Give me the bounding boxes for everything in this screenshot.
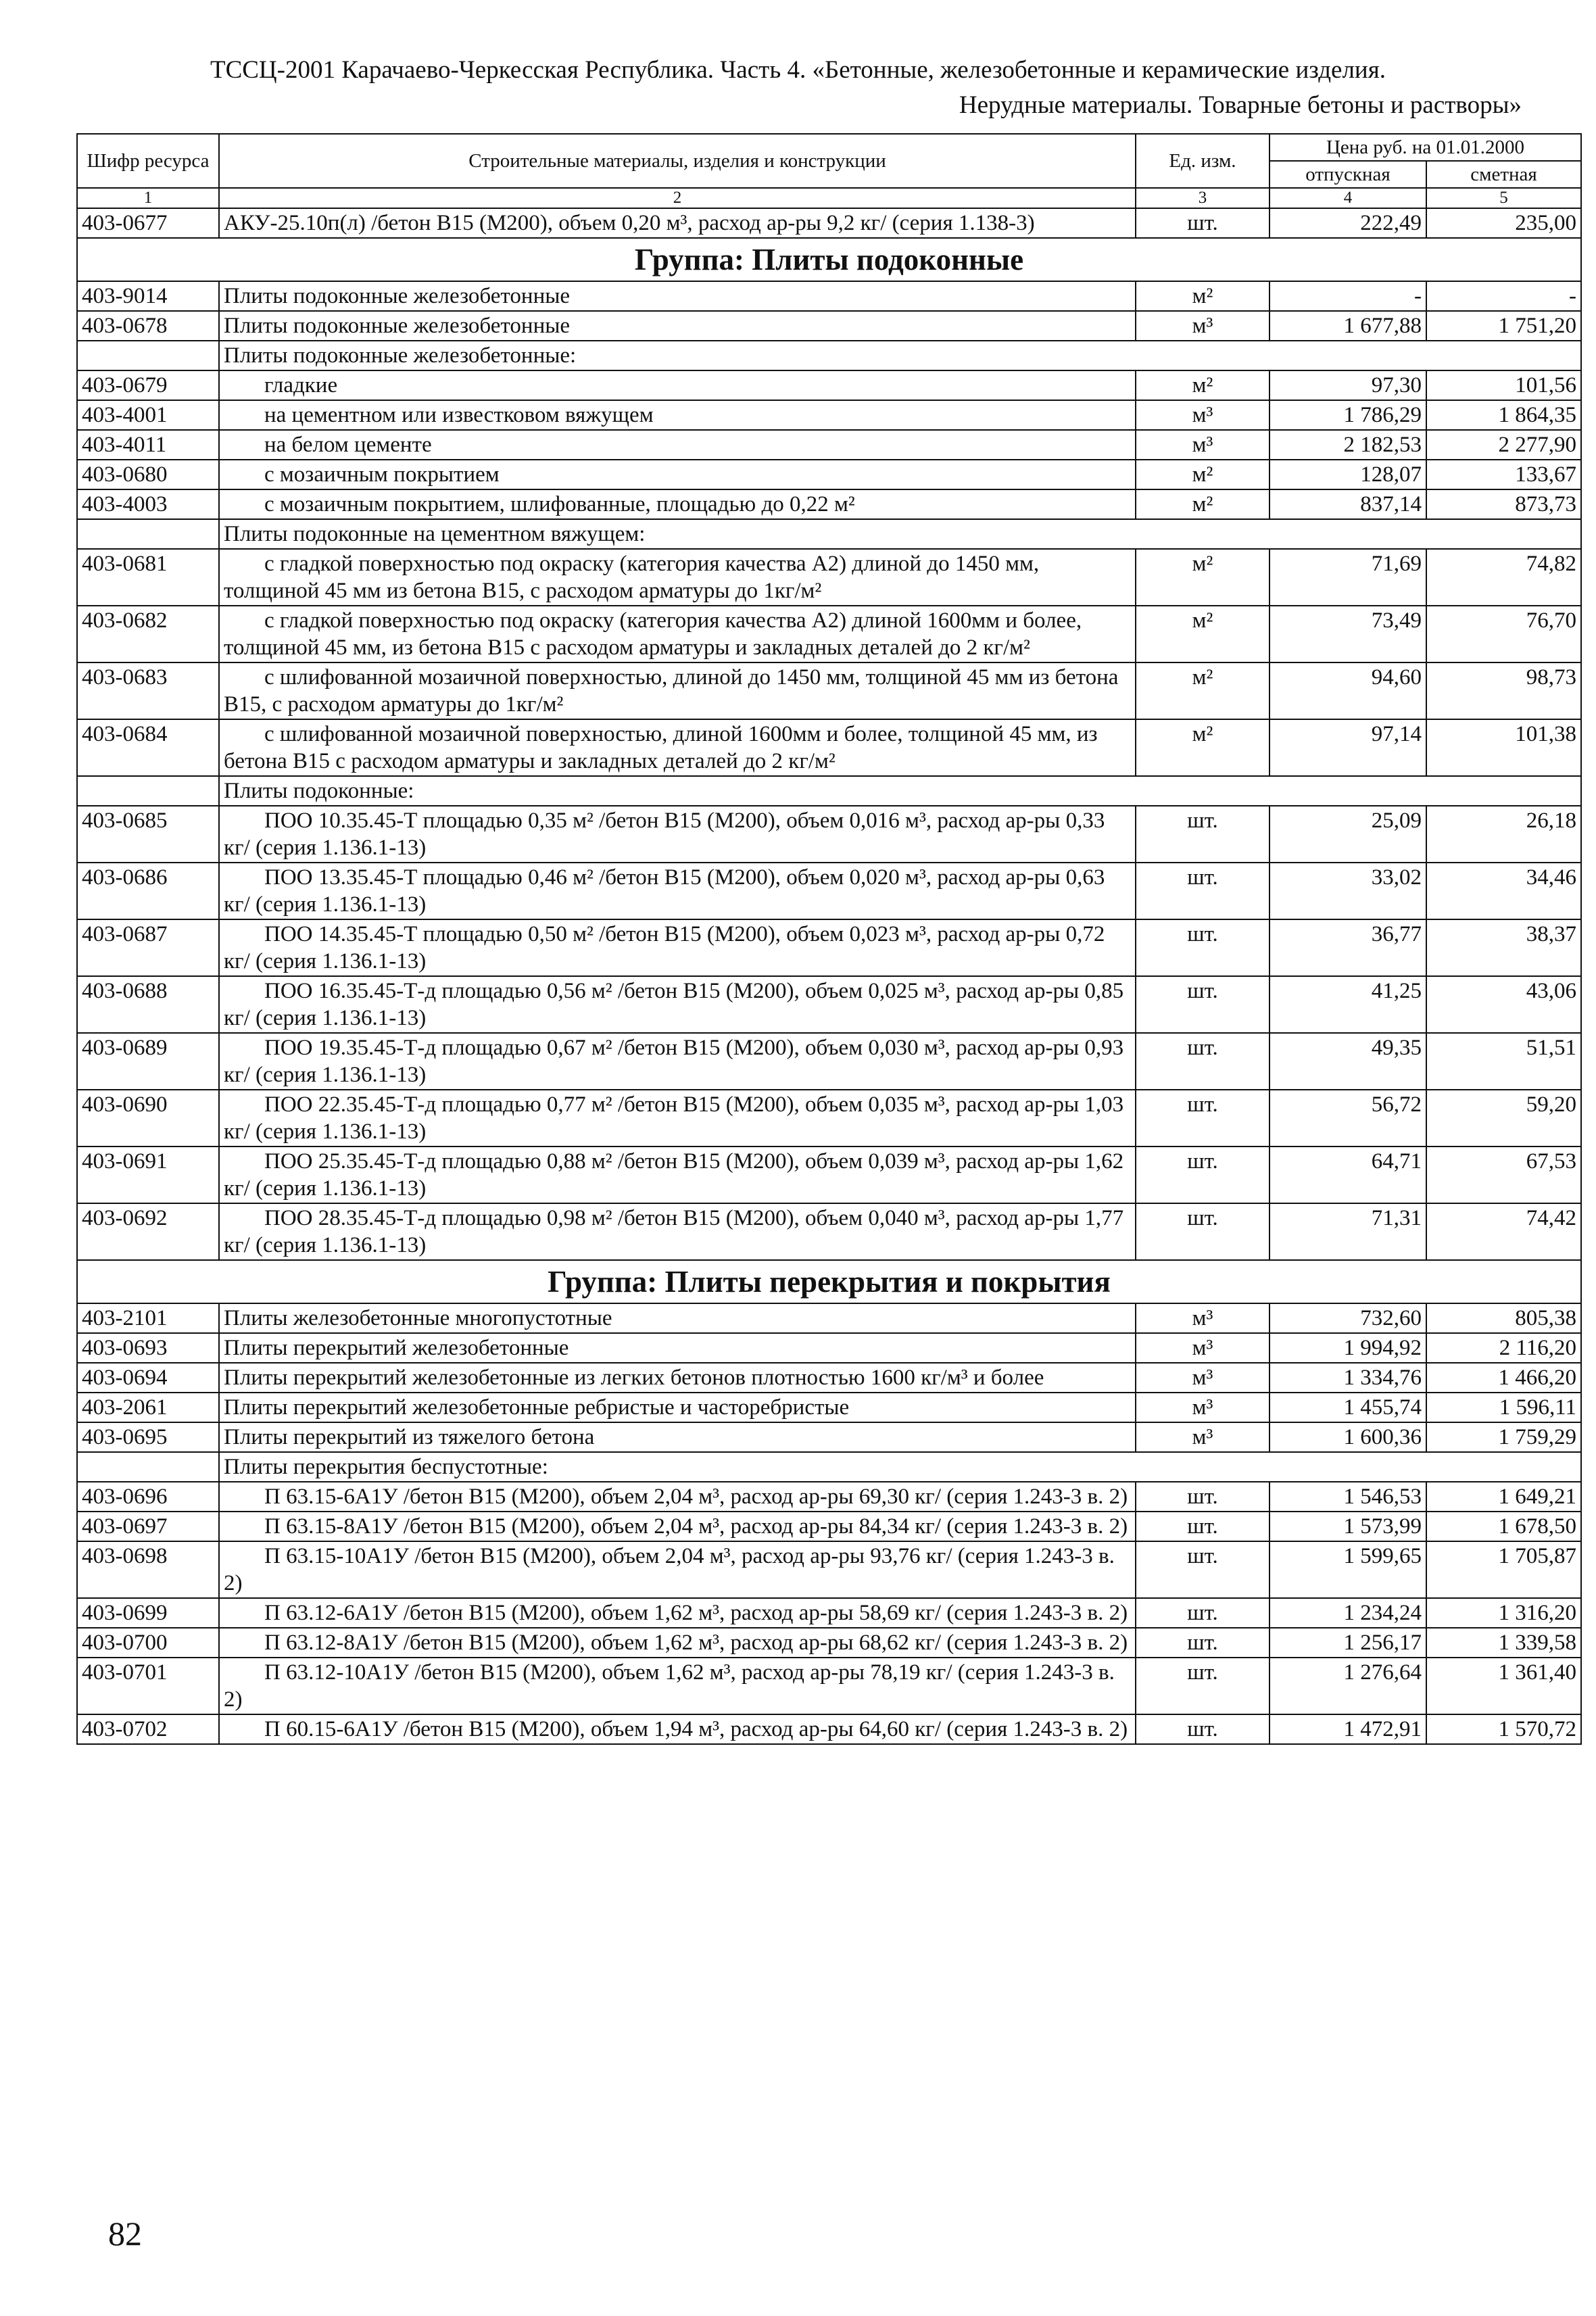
unit: шт. (1136, 1482, 1269, 1512)
table-row (77, 460, 1581, 489)
description: на цементном или известковом вяжущем (219, 400, 1136, 430)
resource-code: 403-0695 (77, 1422, 219, 1452)
release-price: 41,25 (1269, 976, 1426, 1033)
page-number: 82 (108, 2215, 142, 2252)
table-row (77, 430, 1581, 460)
resource-code: 403-4003 (77, 489, 219, 519)
resource-code: 403-0687 (77, 919, 219, 976)
group-heading: Группа: Плиты подоконные (77, 238, 1581, 281)
unit: м² (1136, 460, 1269, 489)
subheading: Плиты подоконные: (219, 776, 1581, 806)
description: Плиты перекрытий железобетонные (219, 1333, 1136, 1363)
description: П 63.12-10А1У /бетон В15 (М200), объем 1,62 м³, расход ар-ры 78,19 кг/ (серия 1.243-3 в. 2) (219, 1658, 1136, 1714)
header-line-2: Нерудные материалы. Товарные бетоны и растворы» (959, 91, 1522, 119)
estimate-price: 1 596,11 (1426, 1393, 1581, 1422)
resource-code: 403-2061 (77, 1393, 219, 1422)
subheading-row (77, 519, 1581, 549)
table-row (77, 1393, 1581, 1422)
header-line-1: ТССЦ-2001 Карачаево-Черкесская Республика. Часть 4. «Бетонные, железобетонные и керамические изделия. (210, 56, 1386, 84)
description: Плиты подоконные железобетонные (219, 311, 1136, 341)
resource-code: 403-4011 (77, 430, 219, 460)
unit: шт. (1136, 1598, 1269, 1628)
unit: м³ (1136, 1363, 1269, 1393)
estimate-price: 76,70 (1426, 606, 1581, 662)
description: ПОО 28.35.45-Т-д площадью 0,98 м² /бетон В15 (М200), объем 0,040 м³, расход ар-ры 1,77 кг/ (серия 1.136.1-13) (219, 1203, 1136, 1260)
unit: шт. (1136, 1658, 1269, 1714)
group-heading-row (77, 1260, 1581, 1303)
release-price: 71,31 (1269, 1203, 1426, 1260)
estimate-price: 1 466,20 (1426, 1363, 1581, 1393)
resource-code: 403-0702 (77, 1714, 219, 1744)
table-row (77, 1714, 1581, 1744)
unit: м³ (1136, 430, 1269, 460)
estimate-price: 34,46 (1426, 863, 1581, 919)
estimate-price: 43,06 (1426, 976, 1581, 1033)
resource-code: 403-0686 (77, 863, 219, 919)
resource-code: 403-0700 (77, 1628, 219, 1658)
resource-code: 403-0688 (77, 976, 219, 1033)
unit: м² (1136, 549, 1269, 606)
col-header-release: отпускная (1269, 161, 1426, 188)
estimate-price: 805,38 (1426, 1303, 1581, 1333)
price-table (76, 133, 1582, 1745)
col-number-3: 3 (1136, 188, 1269, 208)
estimate-price: 101,38 (1426, 719, 1581, 776)
release-price: 1 472,91 (1269, 1714, 1426, 1744)
estimate-price: 2 277,90 (1426, 430, 1581, 460)
resource-code: 403-0701 (77, 1658, 219, 1714)
estimate-price: 67,53 (1426, 1147, 1581, 1203)
table-row (77, 400, 1581, 430)
release-price: 1 334,76 (1269, 1363, 1426, 1393)
resource-code: 403-0697 (77, 1512, 219, 1541)
description: гладкие (219, 370, 1136, 400)
estimate-price: 1 864,35 (1426, 400, 1581, 430)
unit: шт. (1136, 1512, 1269, 1541)
release-price: 25,09 (1269, 806, 1426, 863)
resource-code: 403-0691 (77, 1147, 219, 1203)
estimate-price: 98,73 (1426, 662, 1581, 719)
unit: шт. (1136, 976, 1269, 1033)
release-price: - (1269, 281, 1426, 311)
unit: м² (1136, 662, 1269, 719)
estimate-price: 1 705,87 (1426, 1541, 1581, 1598)
table-row (77, 1090, 1581, 1147)
table-row (77, 976, 1581, 1033)
table-row (77, 1033, 1581, 1090)
estimate-price: 51,51 (1426, 1033, 1581, 1090)
release-price: 1 677,88 (1269, 311, 1426, 341)
resource-code: 403-0679 (77, 370, 219, 400)
unit: м³ (1136, 1393, 1269, 1422)
description: АКУ-25.10п(л) /бетон В15 (М200), объем 0,20 м³, расход ар-ры 9,2 кг/ (серия 1.138-3) (219, 208, 1136, 238)
unit: м³ (1136, 1303, 1269, 1333)
resource-code: 403-0689 (77, 1033, 219, 1090)
estimate-price: 133,67 (1426, 460, 1581, 489)
unit: шт. (1136, 919, 1269, 976)
unit: шт. (1136, 1714, 1269, 1744)
description: ПОО 13.35.45-Т площадью 0,46 м² /бетон В15 (М200), объем 0,020 м³, расход ар-ры 0,63 кг/ (серия 1.136.1-13) (219, 863, 1136, 919)
description: П 63.12-8А1У /бетон В15 (М200), объем 1,62 м³, расход ар-ры 68,62 кг/ (серия 1.243-3 в. 2) (219, 1628, 1136, 1658)
resource-code: 403-0696 (77, 1482, 219, 1512)
resource-code: 403-9014 (77, 281, 219, 311)
estimate-price: 74,82 (1426, 549, 1581, 606)
estimate-price: 1 570,72 (1426, 1714, 1581, 1744)
resource-code: 403-0693 (77, 1333, 219, 1363)
table-row (77, 489, 1581, 519)
estimate-price: 59,20 (1426, 1090, 1581, 1147)
table-row (77, 1482, 1581, 1512)
resource-code: 403-0699 (77, 1598, 219, 1628)
empty-cell (77, 341, 219, 370)
description: Плиты подоконные железобетонные (219, 281, 1136, 311)
unit: м³ (1136, 1333, 1269, 1363)
table-row (77, 370, 1581, 400)
unit: шт. (1136, 1628, 1269, 1658)
estimate-price: - (1426, 281, 1581, 311)
table-row (77, 1203, 1581, 1260)
resource-code: 403-0698 (77, 1541, 219, 1598)
unit: м³ (1136, 1422, 1269, 1452)
release-price: 732,60 (1269, 1303, 1426, 1333)
resource-code: 403-0678 (77, 311, 219, 341)
unit: шт. (1136, 1147, 1269, 1203)
release-price: 56,72 (1269, 1090, 1426, 1147)
col-header-estimate: сметная (1426, 161, 1581, 188)
table-row (77, 1363, 1581, 1393)
release-price: 1 256,17 (1269, 1628, 1426, 1658)
release-price: 1 994,92 (1269, 1333, 1426, 1363)
table-row (77, 1512, 1581, 1541)
estimate-price: 1 678,50 (1426, 1512, 1581, 1541)
resource-code: 403-0684 (77, 719, 219, 776)
release-price: 97,30 (1269, 370, 1426, 400)
estimate-price: 1 339,58 (1426, 1628, 1581, 1658)
description: ПОО 10.35.45-Т площадью 0,35 м² /бетон В15 (М200), объем 0,016 м³, расход ар-ры 0,33 кг/ (серия 1.136.1-13) (219, 806, 1136, 863)
description: Плиты железобетонные многопустотные (219, 1303, 1136, 1333)
col-header-desc: Строительные материалы, изделия и конструкции (219, 134, 1136, 188)
table-row (77, 1628, 1581, 1658)
description: с мозаичным покрытием (219, 460, 1136, 489)
empty-cell (77, 776, 219, 806)
release-price: 1 234,24 (1269, 1598, 1426, 1628)
release-price: 73,49 (1269, 606, 1426, 662)
unit: м² (1136, 606, 1269, 662)
estimate-price: 1 316,20 (1426, 1598, 1581, 1628)
unit: м² (1136, 370, 1269, 400)
description: П 63.12-6А1У /бетон В15 (М200), объем 1,62 м³, расход ар-ры 58,69 кг/ (серия 1.243-3 в. 2) (219, 1598, 1136, 1628)
estimate-price: 1 759,29 (1426, 1422, 1581, 1452)
resource-code: 403-0694 (77, 1363, 219, 1393)
table-row (77, 606, 1581, 662)
unit: шт. (1136, 1541, 1269, 1598)
col-number-4: 4 (1269, 188, 1426, 208)
resource-code: 403-4001 (77, 400, 219, 430)
unit: м³ (1136, 400, 1269, 430)
subheading: Плиты перекрытия беспустотные: (219, 1452, 1581, 1482)
col-header-code: Шифр ресурса (77, 134, 219, 188)
description: Плиты перекрытий железобетонные из легких бетонов плотностью 1600 кг/м³ и более (219, 1363, 1136, 1393)
description: Плиты перекрытий железобетонные ребристые и часторебристые (219, 1393, 1136, 1422)
table-row (77, 311, 1581, 341)
table-row (77, 1333, 1581, 1363)
col-number-1: 1 (77, 188, 219, 208)
release-price: 33,02 (1269, 863, 1426, 919)
description: с шлифованной мозаичной поверхностью, длиной 1600мм и более, толщиной 45 мм, из бетона В15 с расходом арматуры и закладных деталей до 2 кг/м² (219, 719, 1136, 776)
table-body (77, 208, 1581, 1744)
table-row (77, 1303, 1581, 1333)
description: на белом цементе (219, 430, 1136, 460)
subheading: Плиты подоконные на цементном вяжущем: (219, 519, 1581, 549)
table-row (77, 1147, 1581, 1203)
estimate-price: 235,00 (1426, 208, 1581, 238)
col-number-5: 5 (1426, 188, 1581, 208)
table-row (77, 919, 1581, 976)
page-header (74, 53, 1522, 123)
release-price: 128,07 (1269, 460, 1426, 489)
table-row (77, 719, 1581, 776)
table-row (77, 281, 1581, 311)
resource-code: 403-0690 (77, 1090, 219, 1147)
subheading-row (77, 1452, 1581, 1482)
estimate-price: 1 649,21 (1426, 1482, 1581, 1512)
release-price: 97,14 (1269, 719, 1426, 776)
table-row (77, 662, 1581, 719)
description: ПОО 19.35.45-Т-д площадью 0,67 м² /бетон В15 (М200), объем 0,030 м³, расход ар-ры 0,93 кг/ (серия 1.136.1-13) (219, 1033, 1136, 1090)
release-price: 49,35 (1269, 1033, 1426, 1090)
resource-code: 403-0683 (77, 662, 219, 719)
release-price: 94,60 (1269, 662, 1426, 719)
release-price: 1 546,53 (1269, 1482, 1426, 1512)
release-price: 222,49 (1269, 208, 1426, 238)
release-price: 36,77 (1269, 919, 1426, 976)
resource-code: 403-0677 (77, 208, 219, 238)
description: с гладкой поверхностью под окраску (категория качества А2) длиной 1600мм и более, толщиной 45 мм, из бетона В15 с расходом арматуры и закладных деталей до 2 кг/м² (219, 606, 1136, 662)
estimate-price: 74,42 (1426, 1203, 1581, 1260)
table-row (77, 1598, 1581, 1628)
unit: м² (1136, 281, 1269, 311)
group-heading-row (77, 238, 1581, 281)
estimate-price: 1 751,20 (1426, 311, 1581, 341)
resource-code: 403-0692 (77, 1203, 219, 1260)
release-price: 837,14 (1269, 489, 1426, 519)
release-price: 64,71 (1269, 1147, 1426, 1203)
resource-code: 403-0681 (77, 549, 219, 606)
description: ПОО 22.35.45-Т-д площадью 0,77 м² /бетон В15 (М200), объем 0,035 м³, расход ар-ры 1,03 кг/ (серия 1.136.1-13) (219, 1090, 1136, 1147)
unit: шт. (1136, 1033, 1269, 1090)
release-price: 1 599,65 (1269, 1541, 1426, 1598)
description: с мозаичным покрытием, шлифованные, площадью до 0,22 м² (219, 489, 1136, 519)
description: ПОО 25.35.45-Т-д площадью 0,88 м² /бетон В15 (М200), объем 0,039 м³, расход ар-ры 1,62 кг/ (серия 1.136.1-13) (219, 1147, 1136, 1203)
description: П 63.15-6А1У /бетон В15 (М200), объем 2,04 м³, расход ар-ры 69,30 кг/ (серия 1.243-3 в. 2) (219, 1482, 1136, 1512)
description: П 63.15-10А1У /бетон В15 (М200), объем 2,04 м³, расход ар-ры 93,76 кг/ (серия 1.243-3 в. 2) (219, 1541, 1136, 1598)
release-price: 1 600,36 (1269, 1422, 1426, 1452)
table-row (77, 806, 1581, 863)
release-price: 1 786,29 (1269, 400, 1426, 430)
estimate-price: 873,73 (1426, 489, 1581, 519)
resource-code: 403-0685 (77, 806, 219, 863)
estimate-price: 26,18 (1426, 806, 1581, 863)
estimate-price: 2 116,20 (1426, 1333, 1581, 1363)
col-header-unit: Ед. изм. (1136, 134, 1269, 188)
table-row (77, 863, 1581, 919)
unit: шт. (1136, 1090, 1269, 1147)
description: ПОО 16.35.45-Т-д площадью 0,56 м² /бетон В15 (М200), объем 0,025 м³, расход ар-ры 0,85 кг/ (серия 1.136.1-13) (219, 976, 1136, 1033)
description: с гладкой поверхностью под окраску (категория качества А2) длиной до 1450 мм, толщиной 45 мм из бетона В15, с расходом арматуры до 1кг/м² (219, 549, 1136, 606)
table-header (77, 134, 1581, 208)
unit: м² (1136, 489, 1269, 519)
release-price: 2 182,53 (1269, 430, 1426, 460)
release-price: 1 455,74 (1269, 1393, 1426, 1422)
estimate-price: 1 361,40 (1426, 1658, 1581, 1714)
table-row (77, 549, 1581, 606)
description: ПОО 14.35.45-Т площадью 0,50 м² /бетон В15 (М200), объем 0,023 м³, расход ар-ры 0,72 кг/ (серия 1.136.1-13) (219, 919, 1136, 976)
release-price: 71,69 (1269, 549, 1426, 606)
group-heading: Группа: Плиты перекрытия и покрытия (77, 1260, 1581, 1303)
description: Плиты перекрытий из тяжелого бетона (219, 1422, 1136, 1452)
resource-code: 403-0680 (77, 460, 219, 489)
resource-code: 403-2101 (77, 1303, 219, 1333)
unit: шт. (1136, 208, 1269, 238)
unit: м² (1136, 719, 1269, 776)
empty-cell (77, 1452, 219, 1482)
estimate-price: 101,56 (1426, 370, 1581, 400)
unit: шт. (1136, 863, 1269, 919)
empty-cell (77, 519, 219, 549)
release-price: 1 573,99 (1269, 1512, 1426, 1541)
unit: шт. (1136, 806, 1269, 863)
release-price: 1 276,64 (1269, 1658, 1426, 1714)
description: с шлифованной мозаичной поверхностью, длиной до 1450 мм, толщиной 45 мм из бетона В15, с расходом арматуры до 1кг/м² (219, 662, 1136, 719)
table-row (77, 208, 1581, 238)
table-row (77, 1658, 1581, 1714)
subheading-row (77, 341, 1581, 370)
subheading: Плиты подоконные железобетонные: (219, 341, 1581, 370)
description: П 60.15-6А1У /бетон В15 (М200), объем 1,94 м³, расход ар-ры 64,60 кг/ (серия 1.243-3 в. 2) (219, 1714, 1136, 1744)
description: П 63.15-8А1У /бетон В15 (М200), объем 2,04 м³, расход ар-ры 84,34 кг/ (серия 1.243-3 в. 2) (219, 1512, 1136, 1541)
col-number-2: 2 (219, 188, 1136, 208)
table-row (77, 1422, 1581, 1452)
unit: шт. (1136, 1203, 1269, 1260)
unit: м³ (1136, 311, 1269, 341)
subheading-row (77, 776, 1581, 806)
estimate-price: 38,37 (1426, 919, 1581, 976)
col-header-price: Цена руб. на 01.01.2000 (1269, 134, 1581, 161)
resource-code: 403-0682 (77, 606, 219, 662)
table-row (77, 1541, 1581, 1598)
